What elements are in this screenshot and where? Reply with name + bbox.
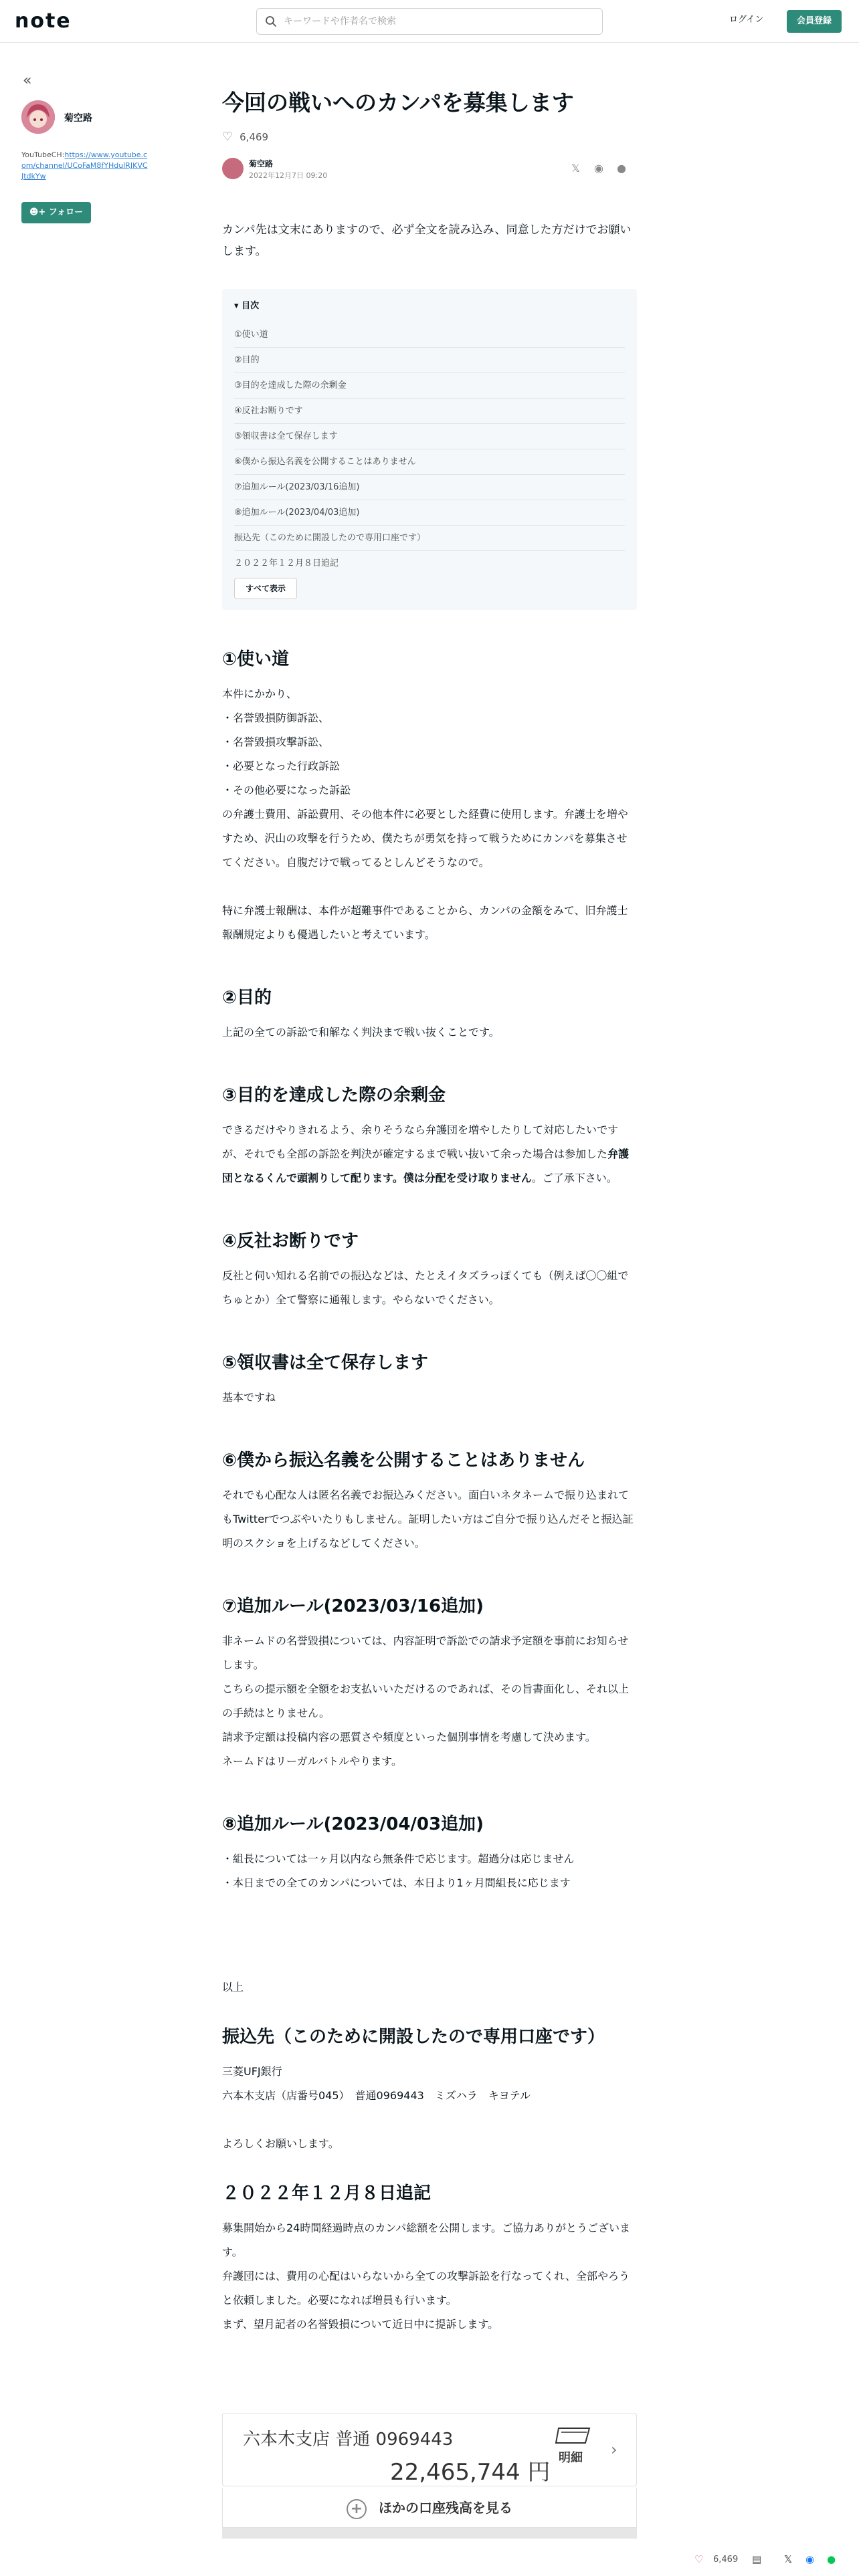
toc-item[interactable]: ⑥僕から振込名義を公開することはありません <box>234 449 625 475</box>
paragraph: それでも心配な人は匿名名義でお振込みください。面白いネタネームで振り込まれてもTwitterでつぶやいたりもしません。証明したい方はご自分で振り込んだそと振込証明のスクショを上げるなどしてください。 <box>222 1489 634 1549</box>
bold-text: 弁護団となるくんで頭割りして配ります。僕は分配を受け取りません <box>222 1148 630 1184</box>
paragraph: の弁護士費用、訴訟費用、その他本件に必要とした経費に使用します。弁護士を増やすため、沢山の攻撃を行うため、僕たちが勇気を持って戦うためにカンパを募集させてください。自腹だけで戦ってるとしんどそうなので。 <box>222 808 628 869</box>
section-heading-no-antisocial: ④反社お断りです <box>222 1231 359 1251</box>
author-small-name[interactable]: 菊空路 <box>249 159 274 169</box>
x-share-icon[interactable]: 𝕏 <box>571 162 580 175</box>
paragraph: 六本木支店（店番号045） 普通0969443 ミズハラ キヨテル <box>222 2089 531 2102</box>
author-row <box>222 158 637 185</box>
publish-date: 2022年12月7日 09:20 <box>249 171 328 180</box>
x-share-icon[interactable]: 𝕏 <box>784 2553 793 2565</box>
paragraph: 特に弁護士報酬は、本件が超難事件であることから、カンパの金額をみて、旧弁護士報酬規定よりも優遇したいと考えています。 <box>222 904 628 941</box>
top-header <box>0 0 859 43</box>
toc-heading[interactable] <box>234 298 259 311</box>
plus-circle-icon: + <box>347 2499 367 2519</box>
paragraph: 本件にかかり、 <box>222 687 298 700</box>
search-box[interactable] <box>256 8 603 35</box>
paragraph-end: 以上 <box>222 1981 244 1994</box>
paragraph: 非ネームドの名誉毀損については、内容証明で訴訟での請求予定額を事前にお知らせします。 <box>222 1634 629 1671</box>
paragraph: ・本日までの全てのカンパについては、本日より1ヶ月間組長に応じます <box>222 1876 571 1889</box>
toc-item[interactable]: ④反社お断りです <box>234 399 625 424</box>
toc-item[interactable]: 振込先（このために開設したので専用口座です） <box>234 526 625 551</box>
paragraph <box>222 1118 637 1190</box>
search-input[interactable] <box>284 9 591 34</box>
paragraph: 募集開始から24時間経過時点のカンパ総額を公開します。ご協力ありがとうございます。 <box>222 2222 630 2258</box>
section-heading-purpose: ②目的 <box>222 988 272 1008</box>
bank-branch-account: 六本木支店 普通 0969443 <box>243 2430 454 2450</box>
section-heading-surplus: ③目的を達成した際の余剰金 <box>222 1085 446 1105</box>
paragraph: 上記の全ての訴訟で和解なく判決まで戦い抜くことです。 <box>222 1026 500 1039</box>
line-share-icon[interactable]: ● <box>827 2553 836 2565</box>
bank-detail-label: 明細 <box>559 2451 583 2465</box>
toc-item[interactable]: ⑦追加ルール(2023/03/16追加) <box>234 475 625 500</box>
toc-item[interactable]: ③目的を達成した際の余剰金 <box>234 373 625 399</box>
text: 。ご了承下さい。 <box>531 1172 617 1184</box>
avatar-illustration-icon <box>21 100 55 134</box>
heart-icon[interactable]: ♡ <box>222 130 233 144</box>
text: できるだけやりきれるよう、余りそうなら弁護団を増やしたりして対応したいですが、それでも全部の訴訟を判決が確定するまで戦い抜いて余った場合は参加した <box>222 1123 619 1160</box>
section-heading-bank-account: 振込先（このために開設したので専用口座です） <box>222 2027 605 2047</box>
author-desc-prefix: YouTubeCH: <box>21 150 65 159</box>
article-body <box>222 646 637 2337</box>
article-intro: カンパ先は文末にありますので、必ず全文を読み込み、同意した方だけでお願いします。 <box>222 223 632 258</box>
bankbook-icon <box>555 2426 593 2446</box>
paragraph: ・組長については一ヶ月以内なら無条件で応じます。超過分は応じません <box>222 1852 575 1865</box>
toc-item[interactable]: ②目的 <box>234 348 625 373</box>
author-name[interactable]: 菊空路 <box>64 113 92 124</box>
signup-button[interactable]: 会員登録 <box>787 10 842 33</box>
follow-label: フォロー <box>48 207 84 217</box>
paragraph: ・名誉毀損防御訴訟、 <box>222 712 330 724</box>
chevron-right-icon: › <box>611 2440 617 2459</box>
bottom-action-bar <box>682 2548 859 2572</box>
toc-item[interactable]: ①使い道 <box>234 322 625 348</box>
paragraph: 基本ですね <box>222 1391 276 1404</box>
other-accounts-button <box>222 2488 637 2528</box>
follow-button[interactable] <box>21 202 91 223</box>
bank-balance-screenshot <box>222 2413 637 2486</box>
section-heading-usage: ①使い道 <box>222 649 290 669</box>
paragraph: ・名誉毀損攻撃訴訟、 <box>222 736 330 748</box>
user-plus-icon: ☻+ <box>29 207 49 217</box>
search-icon <box>265 15 277 27</box>
facebook-share-icon[interactable]: ◉ <box>594 162 603 175</box>
paragraph: こちらの提示額を全額をお支払いいただけるのであれば、その旨書面化し、それ以上の手続はとりません。 <box>222 1683 630 1719</box>
youtube-channel-link[interactable]: https://www.youtube.com/channel/UCoFaM8fYHdulRJKVCJtdkYw <box>21 150 148 181</box>
article <box>222 87 637 2331</box>
line-share-icon[interactable]: ● <box>617 162 626 175</box>
section-heading-receipts: ⑤領収書は全て保存します <box>222 1353 429 1373</box>
facebook-share-icon[interactable]: ◉ <box>805 2553 815 2565</box>
paragraph: まず、望月記者の名誉毀損について近日中に提訴します。 <box>222 2318 499 2331</box>
bottom-like-count: 6,469 <box>713 2555 739 2565</box>
toc-item[interactable]: ⑧追加ルール(2023/04/03追加) <box>234 500 625 526</box>
magazine-add-icon[interactable]: ▤ <box>752 2553 762 2565</box>
other-accounts-label: ほかの口座残高を見る <box>379 2500 512 2516</box>
caret-down-icon: ▾ <box>234 301 242 311</box>
paragraph: ネームドはリーガルバトルやります。 <box>222 1755 402 1767</box>
toc-item[interactable]: ⑤領収書は全て保存します <box>234 424 625 449</box>
author-description <box>21 150 149 182</box>
section-heading-no-disclosure: ⑥僕から振込名義を公開することはありません <box>222 1451 585 1471</box>
bank-balance-amount: 22,465,744 円 <box>390 2459 551 2486</box>
toc-show-all-button[interactable]: すべて表示 <box>234 578 297 599</box>
paragraph: 弁護団には、費用の心配はいらないから全ての攻撃訴訟を行なってくれ、全部やろうと依頼しました。必要になれば増員も行います。 <box>222 2270 630 2306</box>
paragraph: ・必要となった行政訴訟 <box>222 760 341 772</box>
table-of-contents <box>222 289 637 610</box>
author-small-avatar[interactable] <box>222 158 244 179</box>
like-count[interactable] <box>222 130 268 144</box>
paragraph: ・その他必要になった訴訟 <box>222 784 351 796</box>
collapse-sidebar-icon[interactable]: « <box>23 72 32 89</box>
paragraph: 三菱UFJ銀行 <box>222 2065 282 2078</box>
image-bottom-bar <box>222 2528 637 2539</box>
section-heading-rule-0316: ⑦追加ルール(2023/03/16追加) <box>222 1596 484 1616</box>
author-avatar[interactable] <box>21 100 55 134</box>
paragraph: 反社と伺い知れる名前での振込などは、たとえイタズラっぽくても（例えば〇〇組でちゅとか）全て警察に通報します。やらないでください。 <box>222 1269 629 1306</box>
section-heading-addendum: ２０２２年１２月８日追記 <box>222 2183 432 2204</box>
toc-list <box>234 322 625 576</box>
toc-heading-label: 目次 <box>242 301 260 311</box>
heart-icon[interactable]: ♡ <box>694 2553 704 2565</box>
note-logo[interactable]: note <box>15 9 72 33</box>
paragraph: よろしくお願いします。 <box>222 2137 339 2150</box>
toc-item[interactable]: ２０２２年１２月８日追記 <box>234 558 339 568</box>
article-title: 今回の戦いへのカンパを募集します <box>222 90 574 116</box>
section-heading-rule-0403: ⑧追加ルール(2023/04/03追加) <box>222 1814 484 1834</box>
paragraph: 請求予定額は投稿内容の悪質さや頻度といった個別事情を考慮して決めます。 <box>222 1731 596 1743</box>
login-link[interactable]: ログイン <box>729 15 764 25</box>
like-number: 6,469 <box>240 131 269 143</box>
